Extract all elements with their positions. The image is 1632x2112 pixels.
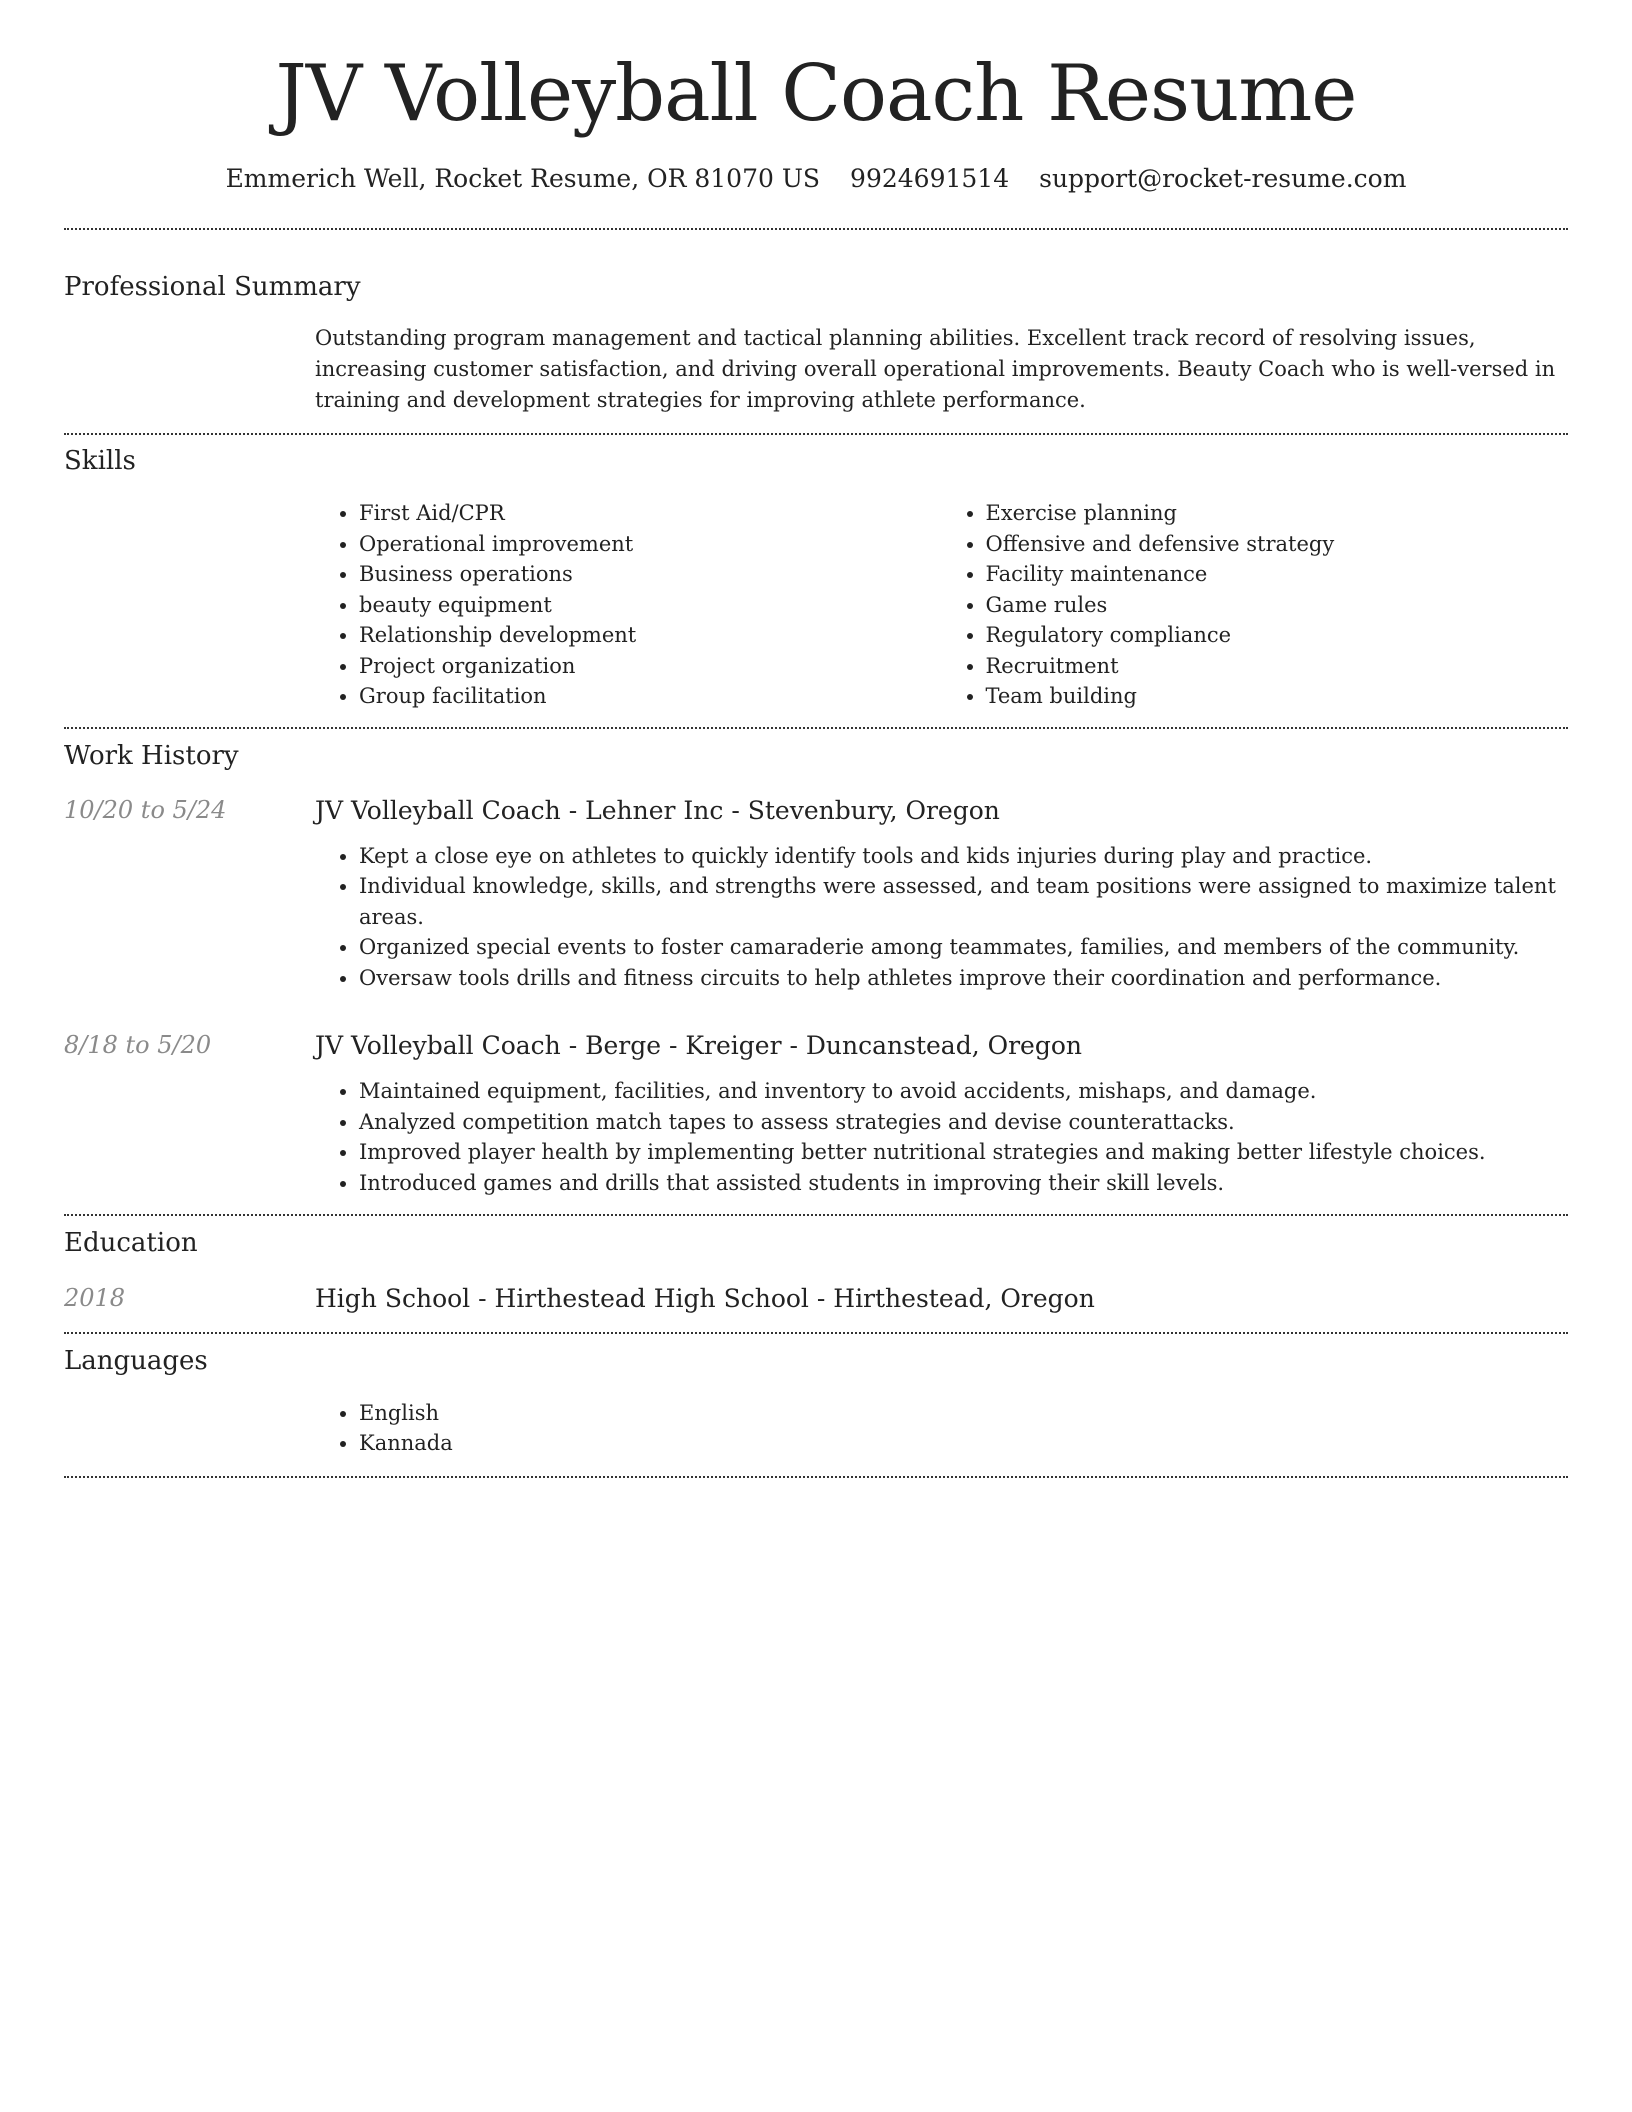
skill-item: • Facility maintenance xyxy=(986,559,1569,590)
skills-list-left xyxy=(315,498,942,712)
job-title: JV Volleyball Coach - Berge - Kreiger - Duncanstead, Oregon xyxy=(315,1031,1083,1061)
job-bullet: • Improved player health by implementing better nutritional strategies and making better lifestyle choices. xyxy=(359,1137,1568,1168)
job-dates: 8/18 to 5/20 xyxy=(64,1031,212,1060)
contact-phone: 9924691514 xyxy=(850,163,1010,193)
job-dates: 10/20 to 5/24 xyxy=(64,795,227,824)
skill-item: • beauty equipment xyxy=(359,590,942,621)
job-entry xyxy=(64,1031,1568,1198)
section-divider xyxy=(64,1476,1568,1478)
education-entry xyxy=(315,1284,1568,1314)
languages-section xyxy=(64,1334,1568,1476)
job-title: JV Volleyball Coach - Lehner Inc - Stevenbury, Oregon xyxy=(315,795,1000,825)
skill-item: • Operational improvement xyxy=(359,529,942,560)
skill-item: • Relationship development xyxy=(359,620,942,651)
job-bullet: • Organized special events to foster camaraderie among teammates, families, and members of the community. xyxy=(359,932,1568,963)
resume-title: JV Volleyball Coach Resume xyxy=(275,49,1357,139)
job-bullets xyxy=(315,841,1568,994)
contact-line xyxy=(64,164,1568,194)
job-bullet: • Individual knowledge, skills, and strengths were assessed, and team positions were assigned to maximize talent areas. xyxy=(359,871,1568,932)
resume-header xyxy=(64,0,1568,194)
skill-item: • Offensive and defensive strategy xyxy=(986,529,1569,560)
education-heading: Education xyxy=(64,1228,198,1259)
job-bullets xyxy=(315,1076,1568,1198)
work-section xyxy=(64,729,1568,1215)
skill-item: • Game rules xyxy=(986,590,1569,621)
skill-item: • Recruitment xyxy=(986,651,1569,682)
skill-item: • First Aid/CPR xyxy=(359,498,942,529)
skills-heading: Skills xyxy=(64,445,136,476)
skills-list-right xyxy=(942,498,1569,712)
education-section xyxy=(64,1216,1568,1331)
skill-item: • Regulatory compliance xyxy=(986,620,1569,651)
summary-text: Outstanding program management and tactical planning abilities. Excellent track record of resolving issues, increasing customer satisfaction, and driving overall operational improvements. Beauty Coach who is well-versed in training and development strategies for improving athlete performance. xyxy=(315,325,1556,412)
languages-heading: Languages xyxy=(64,1345,208,1376)
skill-item: • Project organization xyxy=(359,651,942,682)
summary-section xyxy=(64,230,1568,433)
skill-item: • Team building xyxy=(986,681,1569,712)
language-item: • English xyxy=(359,1398,1568,1429)
skills-section xyxy=(64,435,1568,727)
skill-item: • Group facilitation xyxy=(359,681,942,712)
education-degree: High School xyxy=(315,1283,471,1313)
skill-item: • Business operations xyxy=(359,559,942,590)
contact-email: support@rocket-resume.com xyxy=(1039,163,1407,193)
education-school: - Hirthestead High School - Hirthestead, Oregon xyxy=(470,1283,1095,1313)
job-bullet: • Oversaw tools drills and fitness circuits to help athletes improve their coordination and performance. xyxy=(359,963,1568,994)
work-heading: Work History xyxy=(64,740,239,771)
language-item: • Kannada xyxy=(359,1428,1568,1459)
job-entry xyxy=(64,796,1568,994)
languages-list xyxy=(315,1398,1568,1459)
job-bullet: • Maintained equipment, facilities, and inventory to avoid accidents, mishaps, and damage. xyxy=(359,1076,1568,1107)
summary-heading: Professional Summary xyxy=(64,271,361,302)
education-year: 2018 xyxy=(64,1283,126,1312)
contact-address: Emmerich Well, Rocket Resume, OR 81070 US xyxy=(225,163,821,193)
job-bullet: • Kept a close eye on athletes to quickly identify tools and kids injuries during play and practice. xyxy=(359,841,1568,872)
job-bullet: • Introduced games and drills that assisted students in improving their skill levels. xyxy=(359,1168,1568,1199)
job-bullet: • Analyzed competition match tapes to assess strategies and devise counterattacks. xyxy=(359,1107,1568,1138)
skill-item: • Exercise planning xyxy=(986,498,1569,529)
